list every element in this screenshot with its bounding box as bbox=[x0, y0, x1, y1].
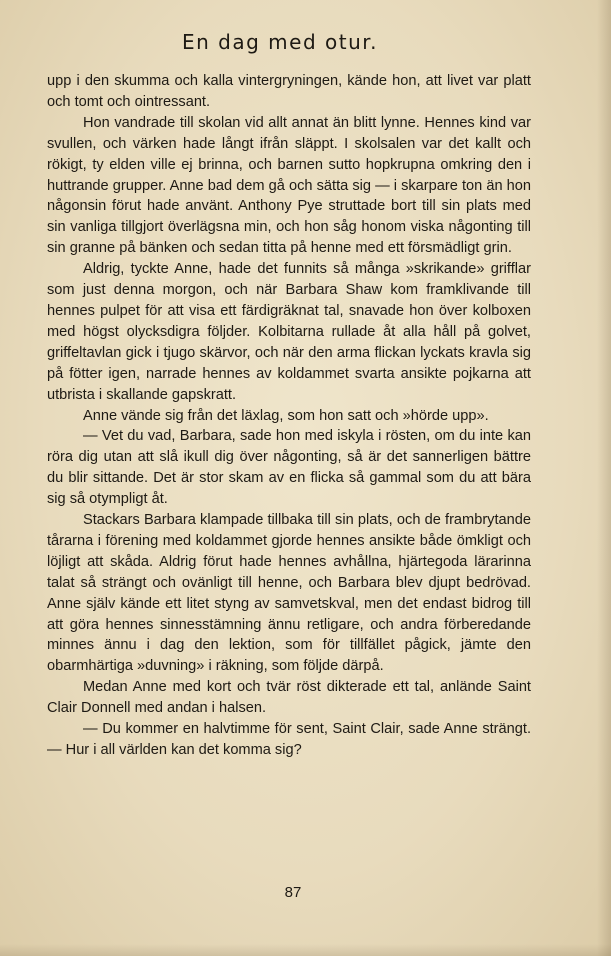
paragraph: Anne vände sig från det läxlag, som hon satt och »hörde upp». bbox=[83, 407, 489, 424]
page-bottom-shadow bbox=[0, 944, 611, 956]
paragraph: Hon vandrade till skolan vid allt annat än blitt lynne. Hennes kind var svullen, och värken hade långt ifrån släppt. I skolsalen var det kallt och rökigt, ty elden ville ej brinna, och barnen sutto hopkrupna omkring den i huttrande grupper. Anne bad dem gå och sätta sig — i skarpare ton än hon någonsin förut hade använt. Anthony Pye struttade bort till sin plats med sin vanliga tillgjort överlägsna min, och hon såg honom viska någonting till sin granne på bänken och sedan titta på henne med ett försmädligt grin. bbox=[47, 114, 531, 257]
paragraph: upp i den skumma och kalla vintergryningen, kände hon, att livet var platt och tomt och ointressant. bbox=[47, 73, 531, 110]
paragraph: Aldrig, tyckte Anne, hade det funnits så många »skrikande» grifflar som just denna morgon, och när Barbara Shaw kom framklivande till hennes pulpet för att visa ett färdigräknat tal, snavade hon över kolboxen med högst olycksdigra följder. Kolbitarna rullade åt alla håll på golvet, griffeltavlan gick i tjugo skärvor, och när den arma flickan lyckats kravla sig på fötter igen, narrade hennes av koldammet svarta ansikte pojkarna att utbrista i skallande gapskratt. bbox=[47, 261, 531, 403]
paragraph: — Du kommer en halvtimme för sent, Saint Clair, sade Anne strängt. — Hur i all världen kan det komma sig? bbox=[47, 721, 531, 758]
running-header: En dag med otur. bbox=[181, 30, 378, 54]
paragraph: — Vet du vad, Barbara, sade hon med iskyla i rösten, om du inte kan röra dig utan att slå ikull dig över någonting, så är det sannerligen bättre du blir sittande. Det är stor skam av en flicka så gammal som du att bära sig så otympligt åt. bbox=[47, 428, 531, 508]
paragraph: Stackars Barbara klampade tillbaka till sin plats, och de frambrytande tårarna i förening med koldammet gjorde hennes ansikte både ömkligt och löjligt att skåda. Aldrig förut hade hennes avhållna, hjärtegoda lärarinna talat så strängt och ovänligt till henne, och Barbara blev djupt bedrövad. Anne själv kände ett litet styng av samvetskval, men det endast bidrog till att göra hennes sinnesstämning ännu retligare, och andra förberedande minnes ännu i dag den lektion, som för tillfället pågick, jämte den obarmhärtiga »duvning» i räkning, som följde därpå. bbox=[47, 512, 531, 675]
page-number: 87 bbox=[284, 884, 302, 901]
page-edge-shadow bbox=[597, 0, 611, 956]
body-text bbox=[47, 71, 531, 761]
paragraph: Medan Anne med kort och tvär röst dikterade ett tal, anlände Saint Clair Donnell med andan i halsen. bbox=[47, 679, 531, 717]
